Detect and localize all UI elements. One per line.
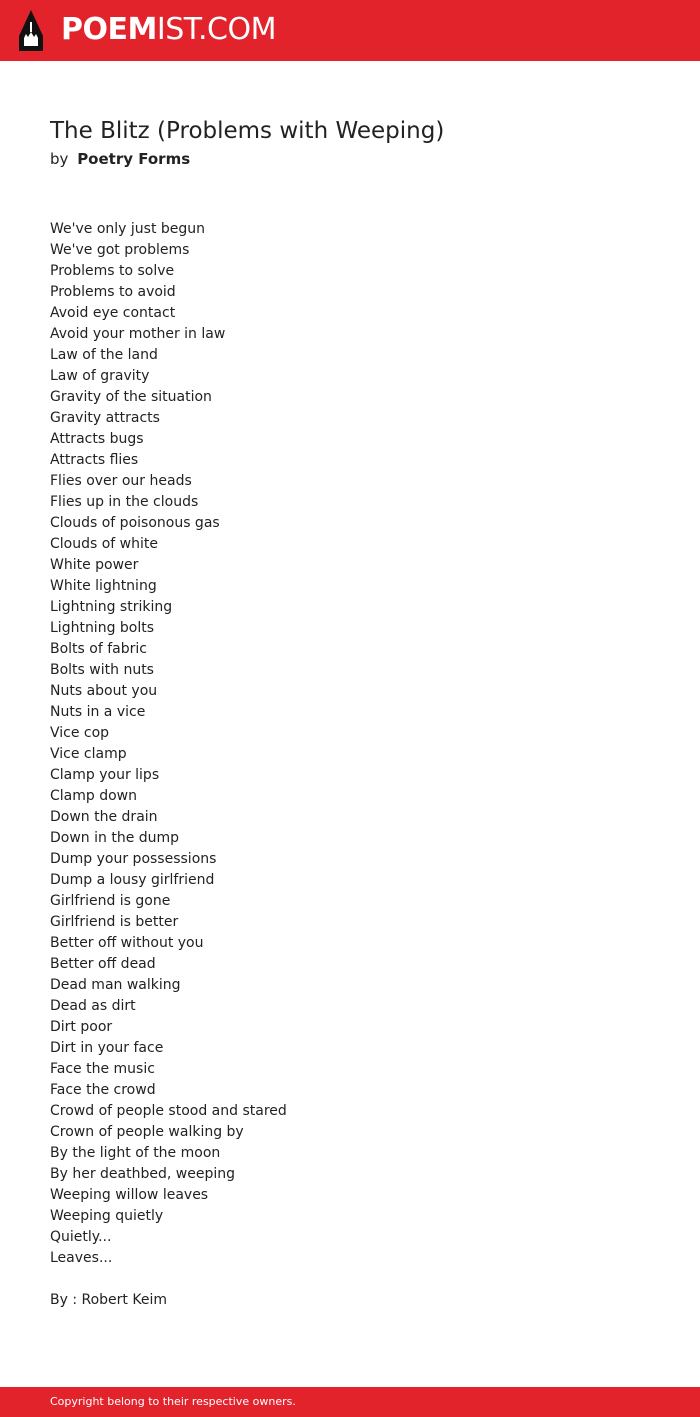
poem-container xyxy=(50,115,650,1311)
poem-line: Gravity of the situation xyxy=(50,389,212,405)
top-bar xyxy=(0,0,700,61)
site-logo[interactable] xyxy=(61,12,276,48)
poem-line: Attracts bugs xyxy=(50,431,144,447)
poem-line: Face the crowd xyxy=(50,1082,156,1098)
author-category-link[interactable]: Poetry Forms xyxy=(77,150,191,168)
poem-line: Bolts of fabric xyxy=(50,641,147,657)
poem-line: Law of gravity xyxy=(50,368,150,384)
poem-line: Clamp down xyxy=(50,788,137,804)
poem-line: Flies up in the clouds xyxy=(50,494,199,510)
poem-line: Clouds of white xyxy=(50,536,158,552)
poem-line: Dirt poor xyxy=(50,1019,113,1035)
poem-line: Flies over our heads xyxy=(50,473,192,489)
poem-line: Girlfriend is better xyxy=(50,914,179,930)
poem-line: We've got problems xyxy=(50,242,190,258)
poem-line: Vice cop xyxy=(50,725,110,741)
poem-line: Nuts in a vice xyxy=(50,704,146,720)
poem-line: Better off without you xyxy=(50,935,204,951)
poem-line: Clamp your lips xyxy=(50,767,160,783)
poem-line: Attracts flies xyxy=(50,452,139,468)
poem-line: Nuts about you xyxy=(50,683,158,699)
poem-line: We've only just begun xyxy=(50,221,206,237)
poem-credit: By : Robert Keim xyxy=(50,1292,167,1308)
poem-line: Dirt in your face xyxy=(50,1040,164,1056)
poem-line: Quietly... xyxy=(50,1229,112,1245)
poem-line: Lightning bolts xyxy=(50,620,155,636)
poem-line: Dead man walking xyxy=(50,977,181,993)
poem-line: Dump your possessions xyxy=(50,851,217,867)
poem-line: Crowd of people stood and stared xyxy=(50,1103,287,1119)
poem-line: Dump a lousy girlfriend xyxy=(50,872,215,888)
poem-line: Crown of people walking by xyxy=(50,1124,244,1140)
footer xyxy=(0,1387,700,1417)
byline xyxy=(50,148,650,170)
poem-line: By the light of the moon xyxy=(50,1145,221,1161)
poem-line: Gravity attracts xyxy=(50,410,160,426)
poem-line: Avoid eye contact xyxy=(50,305,176,321)
poem-line: Problems to solve xyxy=(50,263,175,279)
poem-line: Dead as dirt xyxy=(50,998,136,1014)
poem-line: By her deathbed, weeping xyxy=(50,1166,235,1182)
poem-line: Law of the land xyxy=(50,347,158,363)
poem-line: Leaves... xyxy=(50,1250,113,1266)
poem-line: Avoid your mother in law xyxy=(50,326,226,342)
poem-line: Bolts with nuts xyxy=(50,662,154,678)
copyright-text: Copyright belong to their respective owners. xyxy=(50,1395,296,1408)
logo-strong-text: POEM xyxy=(61,12,157,47)
poem-line: Problems to avoid xyxy=(50,284,176,300)
logo-light-text: IST.COM xyxy=(156,12,276,47)
poem-line: White lightning xyxy=(50,578,157,594)
poem-line: Girlfriend is gone xyxy=(50,893,171,909)
poem-body xyxy=(50,219,650,1269)
poem-line: Vice clamp xyxy=(50,746,127,762)
poem-line: White power xyxy=(50,557,139,573)
poem-line: Face the music xyxy=(50,1061,155,1077)
poem-line: Weeping willow leaves xyxy=(50,1187,209,1203)
poem-line: Clouds of poisonous gas xyxy=(50,515,220,531)
poem-line: Down the drain xyxy=(50,809,158,825)
poem-line: Weeping quietly xyxy=(50,1208,164,1224)
pen-nib-icon[interactable] xyxy=(18,10,44,51)
byline-prefix: by xyxy=(50,150,69,168)
poem-title: The Blitz (Problems with Weeping) xyxy=(50,118,445,144)
poem-line: Lightning striking xyxy=(50,599,173,615)
poem-line: Better off dead xyxy=(50,956,156,972)
poem-line: Down in the dump xyxy=(50,830,180,846)
